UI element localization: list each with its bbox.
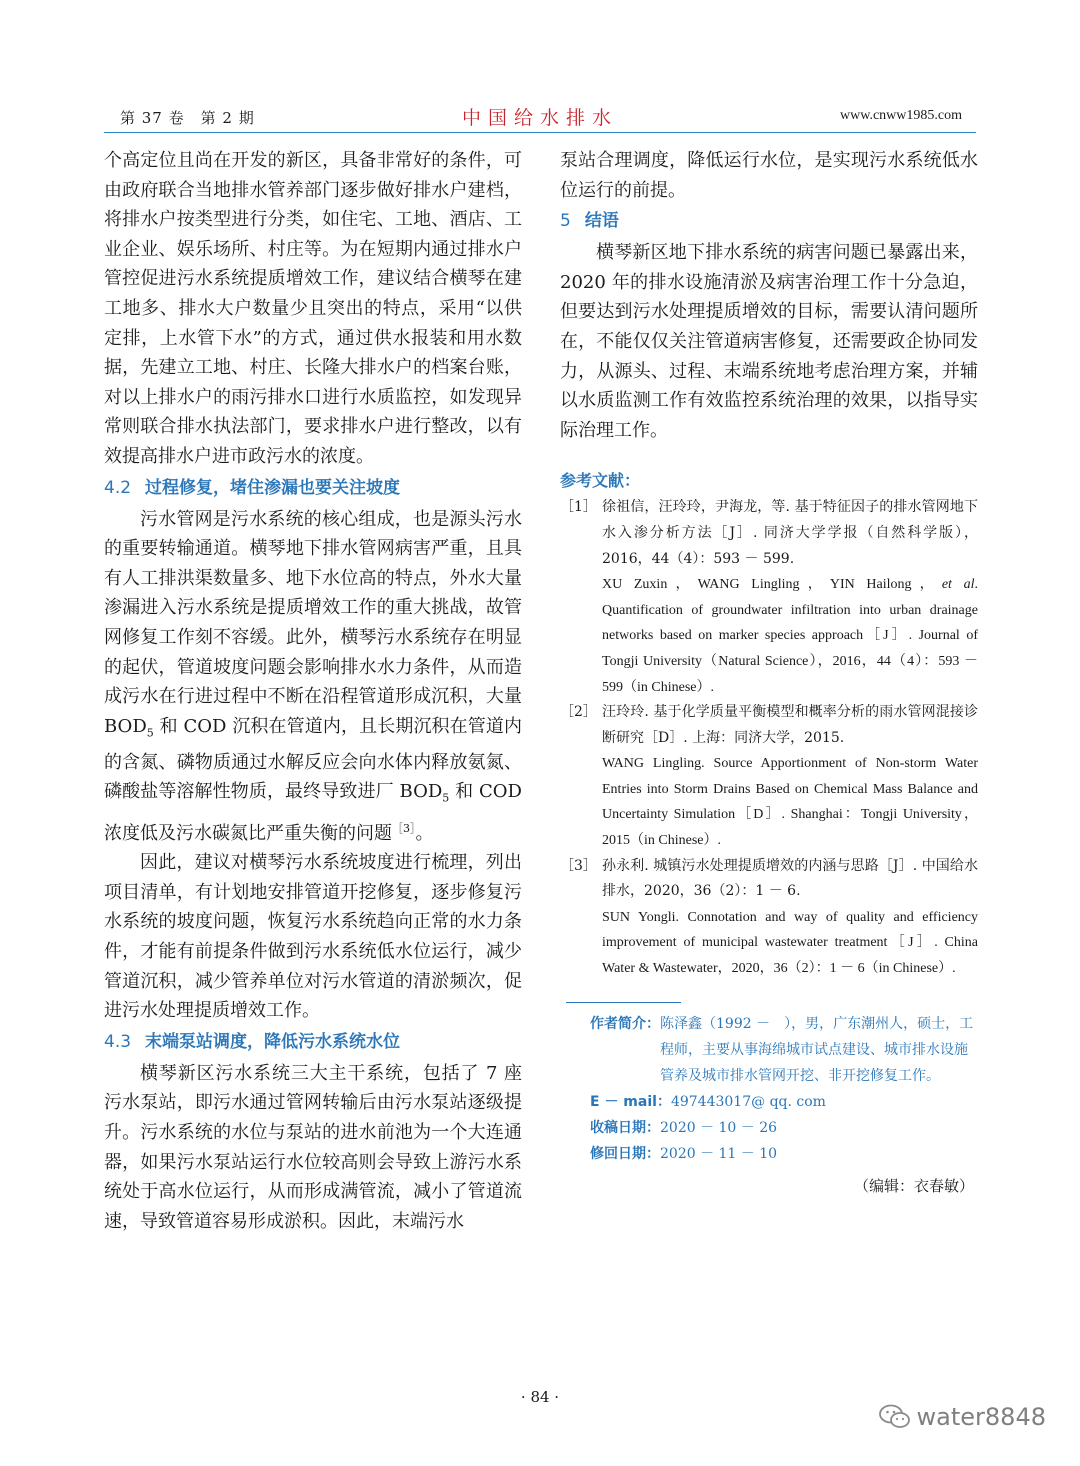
email-label: E － mail： xyxy=(590,1093,671,1110)
reference-en: WANG Lingling. Source Apportionment of Non-storm Water Entries into Storm Drains Based on Chemical Mass Balance and Uncertainty Simulation［D］. Shanghai：Tongji University，2015（in Chinese）. xyxy=(602,756,978,849)
italic-run: et al xyxy=(941,577,975,593)
editor-credit: （编辑：衣春敏） xyxy=(853,1176,974,1195)
author-info xyxy=(560,1011,978,1167)
revised-label: 修回日期： xyxy=(590,1145,660,1162)
received-date: 2020 － 10 － 26 xyxy=(660,1119,778,1136)
subscript: 5 xyxy=(146,726,154,740)
email-link[interactable]: 497443017@ qq. com xyxy=(670,1093,826,1110)
reference-item xyxy=(560,495,978,700)
watermark-text: water8848 xyxy=(916,1403,1046,1431)
section-title: 结语 xyxy=(584,211,619,232)
text-run: 污水管网是污水系统的核心组成，也是源头污水的重要转输通道。横琴地下排水管网病害严重，且具有人工排洪渠数量多、地下水位高的特点，外水大量渗漏进入污水系统是提质增效工作的重大挑战，故管网修复工作刻不容缓。此外，横琴污水系统存在明显的起伏，管道坡度问题会影响排水水力条件，从而造成污水在行进过程中不断在沿程管道形成沉积，大量 BOD xyxy=(104,508,522,737)
section-heading-5 xyxy=(560,206,978,237)
reference-cn: 徐祖信，汪玲玲，尹海龙，等. 基于特征因子的排水管网地下水入渗分析方法［J］. 同济大学学报（自然科学版），2016，44（4）：593 － 599. xyxy=(602,499,978,567)
reference-cn: 孙永利. 城镇污水处理提质增效的内涵与思路［J］. 中国给水排水，2020，36（2）：1 － 6. xyxy=(602,857,978,900)
reference-item xyxy=(560,854,978,982)
section-title: 末端泵站调度，降低污水系统水位 xyxy=(145,1031,401,1052)
header-rule xyxy=(104,132,976,133)
journal-url: www.cnww1985.com xyxy=(840,108,962,123)
watermark xyxy=(879,1403,1046,1431)
journal-volume: 第 37 卷 第 2 期 xyxy=(120,109,255,127)
text-run: 和 COD 浓度低及污水碳氮比严重失衡的问题 xyxy=(104,781,522,844)
paragraph: 泵站合理调度，降低运行水位，是实现污水系统低水位运行的前提。 xyxy=(560,150,978,201)
paragraph: 个高定位且尚在开发的新区，具备非常好的条件，可由政府联合当地排水管养部门逐步做好排水户建档，将排水户按类型进行分类，如住宅、工地、酒店、工业企业、娱乐场所、村庄等。为在短期内通过排水户管控促进污水系统提质增效工作，建议结合横琴在建工地多、排水大户数量少且突出的特点，采用“以供定排，上水管下水”的方式，通过供水报装和用水数据，先建立工地、村庄、长隆大排水户的档案台账，对以上排水户的雨污排水口进行水质监控，如发现异常则联合排水执法部门，要求排水户进行整改，以有效提高排水户进市政污水的浓度。 xyxy=(104,150,522,467)
text-run: 和 COD 沉积在管道内，且长期沉积在管道内的含氮、磷物质通过水解反应会向水体内释放氨氮、磷酸盐等溶解性物质，最终导致进厂 BOD xyxy=(104,715,522,803)
running-header xyxy=(104,103,976,131)
text-run: XU Zuxin，WANG Lingling，YIN Hailong， xyxy=(602,577,942,593)
paragraph: 因此，建议对横琴污水系统坡度进行梳理，列出项目清单，有计划地安排管道开挖修复，逐步修复污水系统的坡度问题，恢复污水系统趋向正常的水力条件，才能有前提条件做到污水系统低水位运行，减少管道沉积，减少管养单位对污水管道的清淤频次，促进污水处理提质增效工作。 xyxy=(104,852,522,1022)
author-bio-label: 作者简介： xyxy=(590,1015,660,1032)
section-number: 4.2 xyxy=(104,477,132,498)
author-bio: 陈泽鑫（1992 － ），男，广东潮州人，硕士，工程师，主要从事海绵城市试点建设、城市排水设施管养及城市排水管网开挖、非开挖修复工作。 xyxy=(660,1015,974,1084)
reference-number: ［2］ xyxy=(560,704,597,721)
paragraph xyxy=(104,505,522,849)
left-column xyxy=(104,146,522,1236)
reference-number: ［3］ xyxy=(560,857,597,874)
paragraph: 横琴新区地下排水系统的病害问题已暴露出来，2020 年的排水设施清淤及病害治理工作十分急迫，但要达到污水处理提质增效的目标，需要认清问题所在，不能仅仅关注管道病害修复，还需要政企协同发力，从源头、过程、末端系统地考虑治理方案，并辅以水质监测工作有效监控系统治理的效果，以指导实际治理工作。 xyxy=(560,242,978,441)
reference-item xyxy=(560,700,978,854)
wechat-icon xyxy=(879,1404,911,1430)
author-divider xyxy=(566,1002,681,1003)
section-heading-4-2 xyxy=(104,473,522,504)
received-label: 收稿日期： xyxy=(590,1119,660,1136)
page-number: · 84 · xyxy=(520,1388,560,1406)
subscript: 5 xyxy=(442,792,450,806)
text-run: 。 xyxy=(415,822,434,844)
section-number: 4.3 xyxy=(104,1031,132,1052)
references-heading: 参考文献： xyxy=(560,471,641,491)
reference-en xyxy=(602,572,978,700)
paragraph: 横琴新区污水系统三大主干系统，包括了 7 座污水泵站，即污水通过管网转输后由污水泵站逐级提升。污水系统的水位与泵站的进水前池为一个大连通器，如果污水泵站运行水位较高则会导致上游污水系统处于高水位运行，从而形成满管流，减小了管道流速，导致管道容易形成淤积。因此，末端污水 xyxy=(104,1062,522,1232)
section-title: 过程修复，堵住渗漏也要关注坡度 xyxy=(145,477,401,498)
journal-title: 中国给水排水 xyxy=(461,107,618,129)
reference-number: ［1］ xyxy=(560,499,597,516)
reference-en: SUN Yongli. Connotation and way of quality and efficiency improvement of municipal wastewater treatment［J］. China Water & Wastewater，2020，36（2）：1 － 6（in Chinese）. xyxy=(602,909,978,977)
received-date-row xyxy=(560,1115,978,1141)
author-bio-row xyxy=(560,1011,978,1089)
text-run: . Quantification of groundwater infiltration into urban drainage networks based on marker species approach［J］. Journal of Tongji University（Natural Science），2016，44（4）：593 － 599（in Chinese）. xyxy=(602,577,978,695)
right-column xyxy=(560,146,978,1196)
citation-link[interactable]: ［3］ xyxy=(392,821,416,835)
revised-date-row xyxy=(560,1141,978,1167)
reference-cn: 汪玲玲. 基于化学质量平衡模型和概率分析的雨水管网混接诊断研究［D］. 上海：同济大学，2015. xyxy=(602,704,978,746)
section-heading-4-3 xyxy=(104,1027,522,1058)
revised-date: 2020 － 11 － 10 xyxy=(660,1145,778,1162)
section-number: 5 xyxy=(560,211,571,232)
email-row xyxy=(560,1089,978,1115)
